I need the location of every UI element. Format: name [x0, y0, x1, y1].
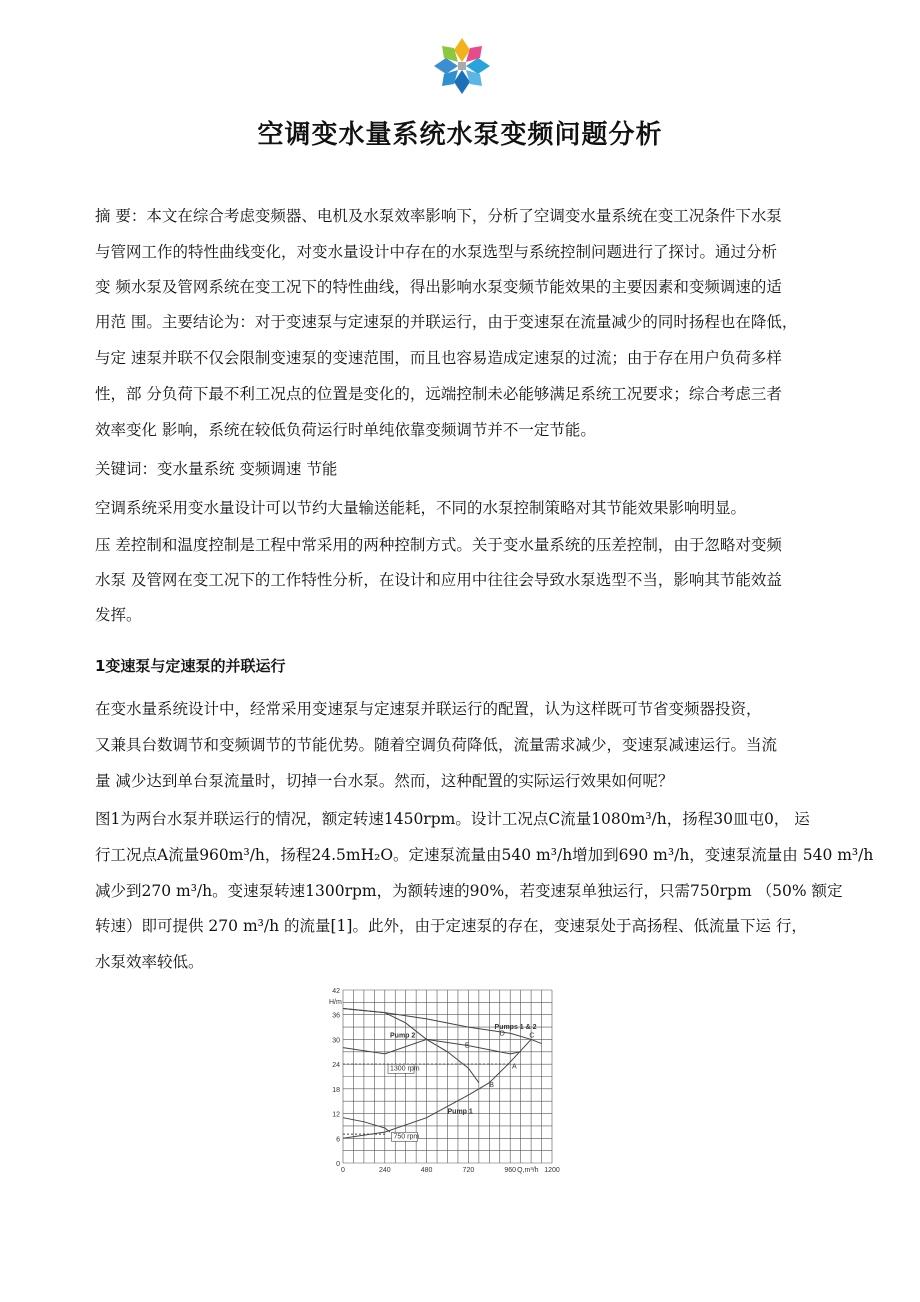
text-line: 行工况点A流量960m³/h，扬程24.5mH₂O。定速泵流量由540 m³/h增加到690 m³/h，变速泵流量由 540 m³/h	[95, 846, 874, 864]
section-heading: 1变速泵与定速泵的并联运行	[95, 657, 286, 675]
chart-label: C	[529, 1032, 535, 1040]
keywords: 关键词：变水量系统 变频调速 节能	[95, 460, 338, 478]
x-tick-label: 480	[420, 1167, 433, 1174]
y-tick-label: 36	[332, 1012, 340, 1020]
chart-label: Pump 2	[390, 1032, 416, 1040]
abstract-line: 变 频水泵及管网系统在变工况下的特性曲线，得出影响水泵变频节能效果的主要因素和变频调速的适	[95, 278, 782, 296]
page-title: 空调变水量系统水泵变频问题分析	[257, 120, 663, 150]
series-line	[343, 1118, 390, 1132]
chart-label: 750 rpm	[393, 1133, 420, 1141]
logo	[432, 36, 492, 96]
x-axis-label: Q,m³/h	[517, 1167, 539, 1174]
y-tick-label: 0	[336, 1161, 340, 1168]
abstract-line: 用范 围。主要结论为：对于变速泵与定速泵的并联运行，由于变速泵在流量减少的同时扬程也在降低，	[95, 313, 798, 331]
chart-label: 1300 rpm	[390, 1065, 420, 1073]
x-tick-label: 960	[504, 1167, 517, 1174]
text-line: 又兼具台数调节和变频调节的节能优势。随着空调负荷降低，流量需求减少，变速泵减速运行。当流	[95, 736, 778, 754]
text-line: 图1为两台水泵并联运行的情况，额定转速1450rpm。设计工况点C流量1080m³/h，扬程30皿屯0， 运	[95, 810, 810, 828]
text-line: 空调系统采用变水量设计可以节约大量输送能耗，不同的水泵控制策略对其节能效果影响明显。	[95, 499, 747, 517]
chart-label: A	[511, 1063, 517, 1071]
x-tick-label: 1200	[544, 1167, 560, 1174]
text-line: 在变水量系统设计中，经常采用变速泵与定速泵并联运行的配置，认为这样既可节省变频器投资，	[95, 700, 762, 718]
chart-label: B	[489, 1081, 494, 1089]
chart-label: D	[499, 1030, 505, 1038]
x-tick-label: 720	[462, 1167, 475, 1174]
y-tick-label: 30	[332, 1037, 340, 1045]
text-line: 量 减少达到单台泵流量时，切掉一台水泵。然而，这种配置的实际运行效果如何呢？	[95, 772, 674, 790]
text-line: 水泵效率较低。	[95, 953, 204, 971]
y-tick-label: 12	[332, 1111, 340, 1119]
text-line: 压 差控制和温度控制是工程中常采用的两种控制方式。关于变水量系统的压差控制，由于忽略对变频	[95, 536, 782, 554]
y-axis-label: H/m	[329, 999, 342, 1006]
pump-curve-figure	[325, 985, 575, 1185]
chart-label: E	[464, 1042, 470, 1050]
x-tick-label: 240	[378, 1167, 391, 1174]
x-tick-label: 0	[341, 1167, 345, 1174]
y-tick-label: 18	[332, 1086, 340, 1094]
abstract-line: 性，部 分负荷下最不利工况点的位置是变化的，远端控制未必能够满足系统工况要求；综合考虑三者	[95, 385, 782, 403]
chart-label: Pump 1	[447, 1108, 473, 1116]
text-line: 发挥。	[95, 606, 142, 624]
abstract-line: 与定 速泵并联不仅会限制变速泵的变速范围，而且也容易造成定速泵的过流；由于存在用户负荷多样	[95, 349, 782, 367]
y-tick-label: 42	[332, 988, 340, 995]
chart-label: Pumps 1 & 2	[494, 1024, 537, 1032]
abstract-line: 与管网工作的特性曲线变化，对变水量设计中存在的水泵选型与系统控制问题进行了探讨。通过分析	[95, 243, 778, 261]
abstract-line: 摘 要：本文在综合考虑变频器、电机及水泵效率影响下，分析了空调变水量系统在变工况条件下水泵	[95, 207, 782, 225]
text-line: 减少到270 m³/h。变速泵转速1300rpm，为额转速的90%，若变速泵单独运行，只需750rpm （50% 额定	[95, 882, 843, 900]
text-line: 水泵 及管网在变工况下的工作特性分析，在设计和应用中往往会导致水泵选型不当，影响其节能效益	[95, 571, 782, 589]
y-tick-label: 24	[332, 1062, 340, 1070]
text-line: 转速）即可提供 270 m³/h 的流量[1]。此外，由于定速泵的存在，变速泵处于高扬程、低流量下运 行，	[95, 917, 807, 935]
abstract-line: 效率变化 影响，系统在较低负荷运行时单纯依靠变频调节并不一定节能。	[95, 421, 596, 439]
y-tick-label: 6	[336, 1136, 340, 1144]
